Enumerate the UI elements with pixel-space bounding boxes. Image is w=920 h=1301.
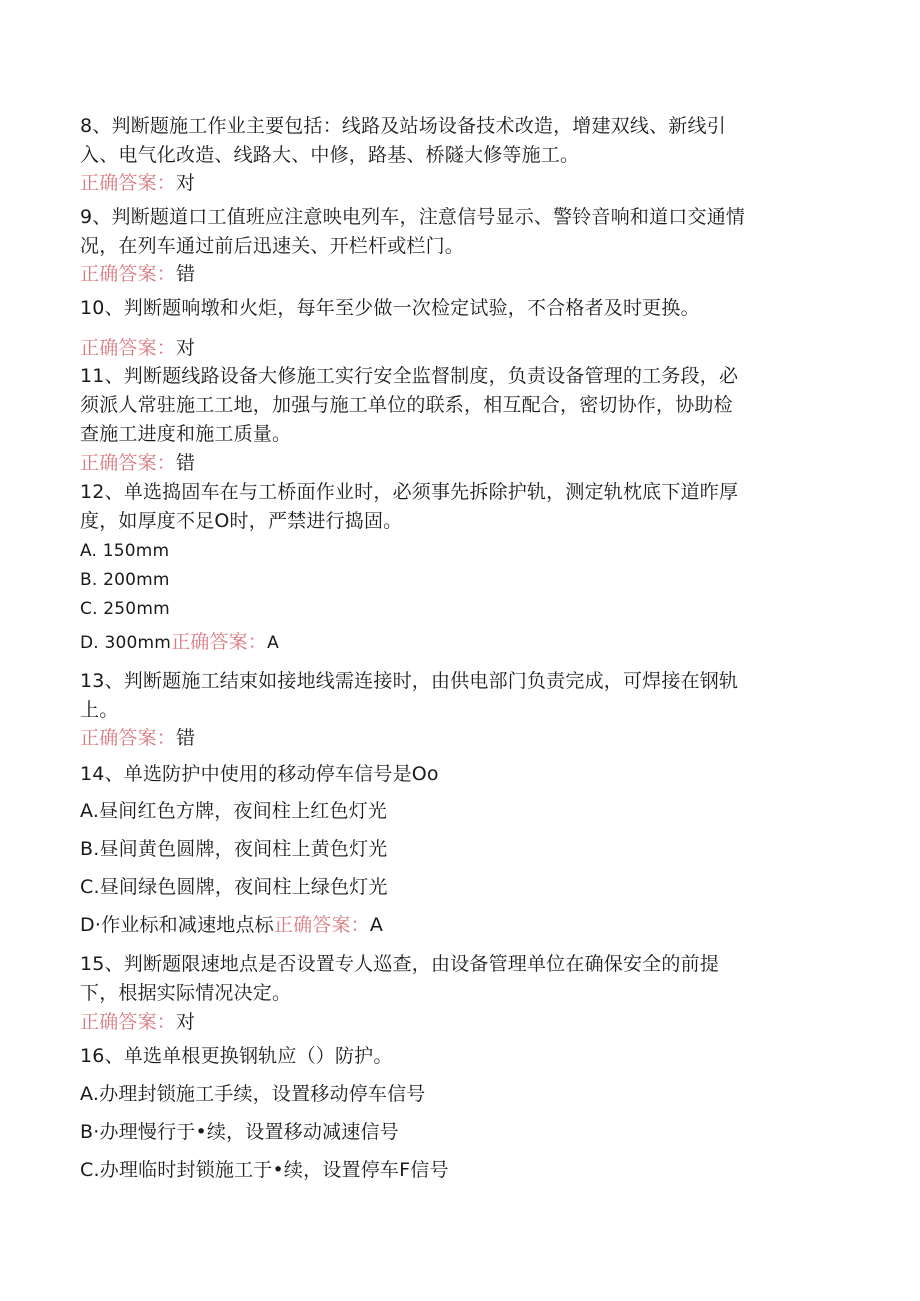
question-12-line-2: 度，如厚度不足O时，严禁进行捣固。 bbox=[80, 510, 403, 532]
question-13-line-1: 13、判断题施工结束如接地线需连接时，由供电部门负责完成，可焊接在钢轨 bbox=[80, 670, 739, 692]
answer-label: 正确答案： bbox=[80, 452, 177, 474]
answer-9 bbox=[80, 262, 195, 286]
answer-value: 错 bbox=[176, 727, 196, 749]
question-12-option-c: C. 250mm bbox=[80, 599, 170, 619]
answer-15 bbox=[80, 1010, 195, 1034]
question-15-line-2: 下，根据实际情况决定。 bbox=[80, 982, 292, 1004]
question-12-option-d-with-answer bbox=[80, 630, 279, 655]
answer-label: 正确答案： bbox=[80, 1011, 177, 1033]
answer-11 bbox=[80, 451, 195, 475]
question-14-option-a: A.昼间红色方牌，夜间柱上红色灯光 bbox=[80, 800, 388, 822]
answer-label: 正确答案： bbox=[80, 263, 177, 285]
answer-label: 正确答案： bbox=[273, 914, 370, 936]
answer-value: A bbox=[369, 914, 384, 936]
answer-label: 正确答案： bbox=[171, 631, 268, 653]
answer-8 bbox=[80, 171, 195, 195]
question-12-option-b: B. 200mm bbox=[80, 570, 170, 590]
question-15-line-1: 15、判断题限速地点是否设置专人巡查，由设备管理单位在确保安全的前提 bbox=[80, 953, 719, 975]
option-d: D. 300mm bbox=[80, 633, 172, 653]
question-11-line-1: 11、判断题线路设备大修施工实行安全监督制度，负责设备管理的工务段，必 bbox=[80, 365, 739, 387]
answer-value: A bbox=[267, 633, 279, 653]
question-11-line-2: 须派人常驻施工工地，加强与施工单位的联系，相互配合，密切协作，协助检 bbox=[80, 394, 733, 416]
answer-value: 错 bbox=[176, 263, 196, 285]
answer-label: 正确答案： bbox=[80, 337, 177, 359]
question-16-line-1: 16、单选单根更换钢轨应（）防护。 bbox=[80, 1045, 393, 1067]
answer-value: 对 bbox=[176, 172, 196, 194]
question-14-option-d-with-answer bbox=[80, 913, 383, 937]
question-9-line-1: 9、判断题道口工值班应注意映电列车，注意信号显示、警铃音响和道口交通情 bbox=[80, 206, 746, 228]
question-11-line-3: 查施工进度和施工质量。 bbox=[80, 423, 292, 445]
question-16-option-c: C.办理临时封锁施工于•续，设置停车F信号 bbox=[80, 1159, 449, 1181]
question-14-line-1: 14、单选防护中使用的移动停车信号是Oo bbox=[80, 763, 439, 785]
answer-13 bbox=[80, 726, 195, 750]
question-13-line-2: 上。 bbox=[80, 699, 119, 721]
question-12-option-a: A. 150mm bbox=[80, 541, 170, 561]
question-14-option-c: C.昼间绿色圆牌，夜间柱上绿色灯光 bbox=[80, 876, 388, 898]
answer-10 bbox=[80, 336, 195, 360]
answer-value: 错 bbox=[176, 452, 196, 474]
option-d: D·作业标和减速地点标 bbox=[80, 914, 274, 936]
answer-label: 正确答案： bbox=[80, 172, 177, 194]
question-14-option-b: B.昼间黄色圆牌，夜间柱上黄色灯光 bbox=[80, 838, 388, 860]
answer-value: 对 bbox=[176, 1011, 196, 1033]
answer-label: 正确答案： bbox=[80, 727, 177, 749]
question-9-line-2: 况，在列车通过前后迅速关、开栏杆或栏门。 bbox=[80, 235, 465, 257]
question-10-line-1: 10、判断题响墩和火炬，每年至少做一次检定试验，不合格者及时更换。 bbox=[80, 297, 700, 319]
question-12-line-1: 12、单选捣固车在与工桥面作业时，必须事先拆除护轨，测定轨枕底下道昨厚 bbox=[80, 481, 739, 503]
question-16-option-a: A.办理封锁施工手续，设置移动停车信号 bbox=[80, 1083, 426, 1105]
answer-value: 对 bbox=[176, 337, 196, 359]
question-8-line-2: 入、电气化改造、线路大、中修，路基、桥隧大修等施工。 bbox=[80, 144, 580, 166]
question-16-option-b: B·办理慢行于•续，设置移动减速信号 bbox=[80, 1121, 399, 1143]
question-8-line-1: 8、判断题施工作业主要包括：线路及站场设备技术改造，增建双线、新线引 bbox=[80, 115, 726, 137]
